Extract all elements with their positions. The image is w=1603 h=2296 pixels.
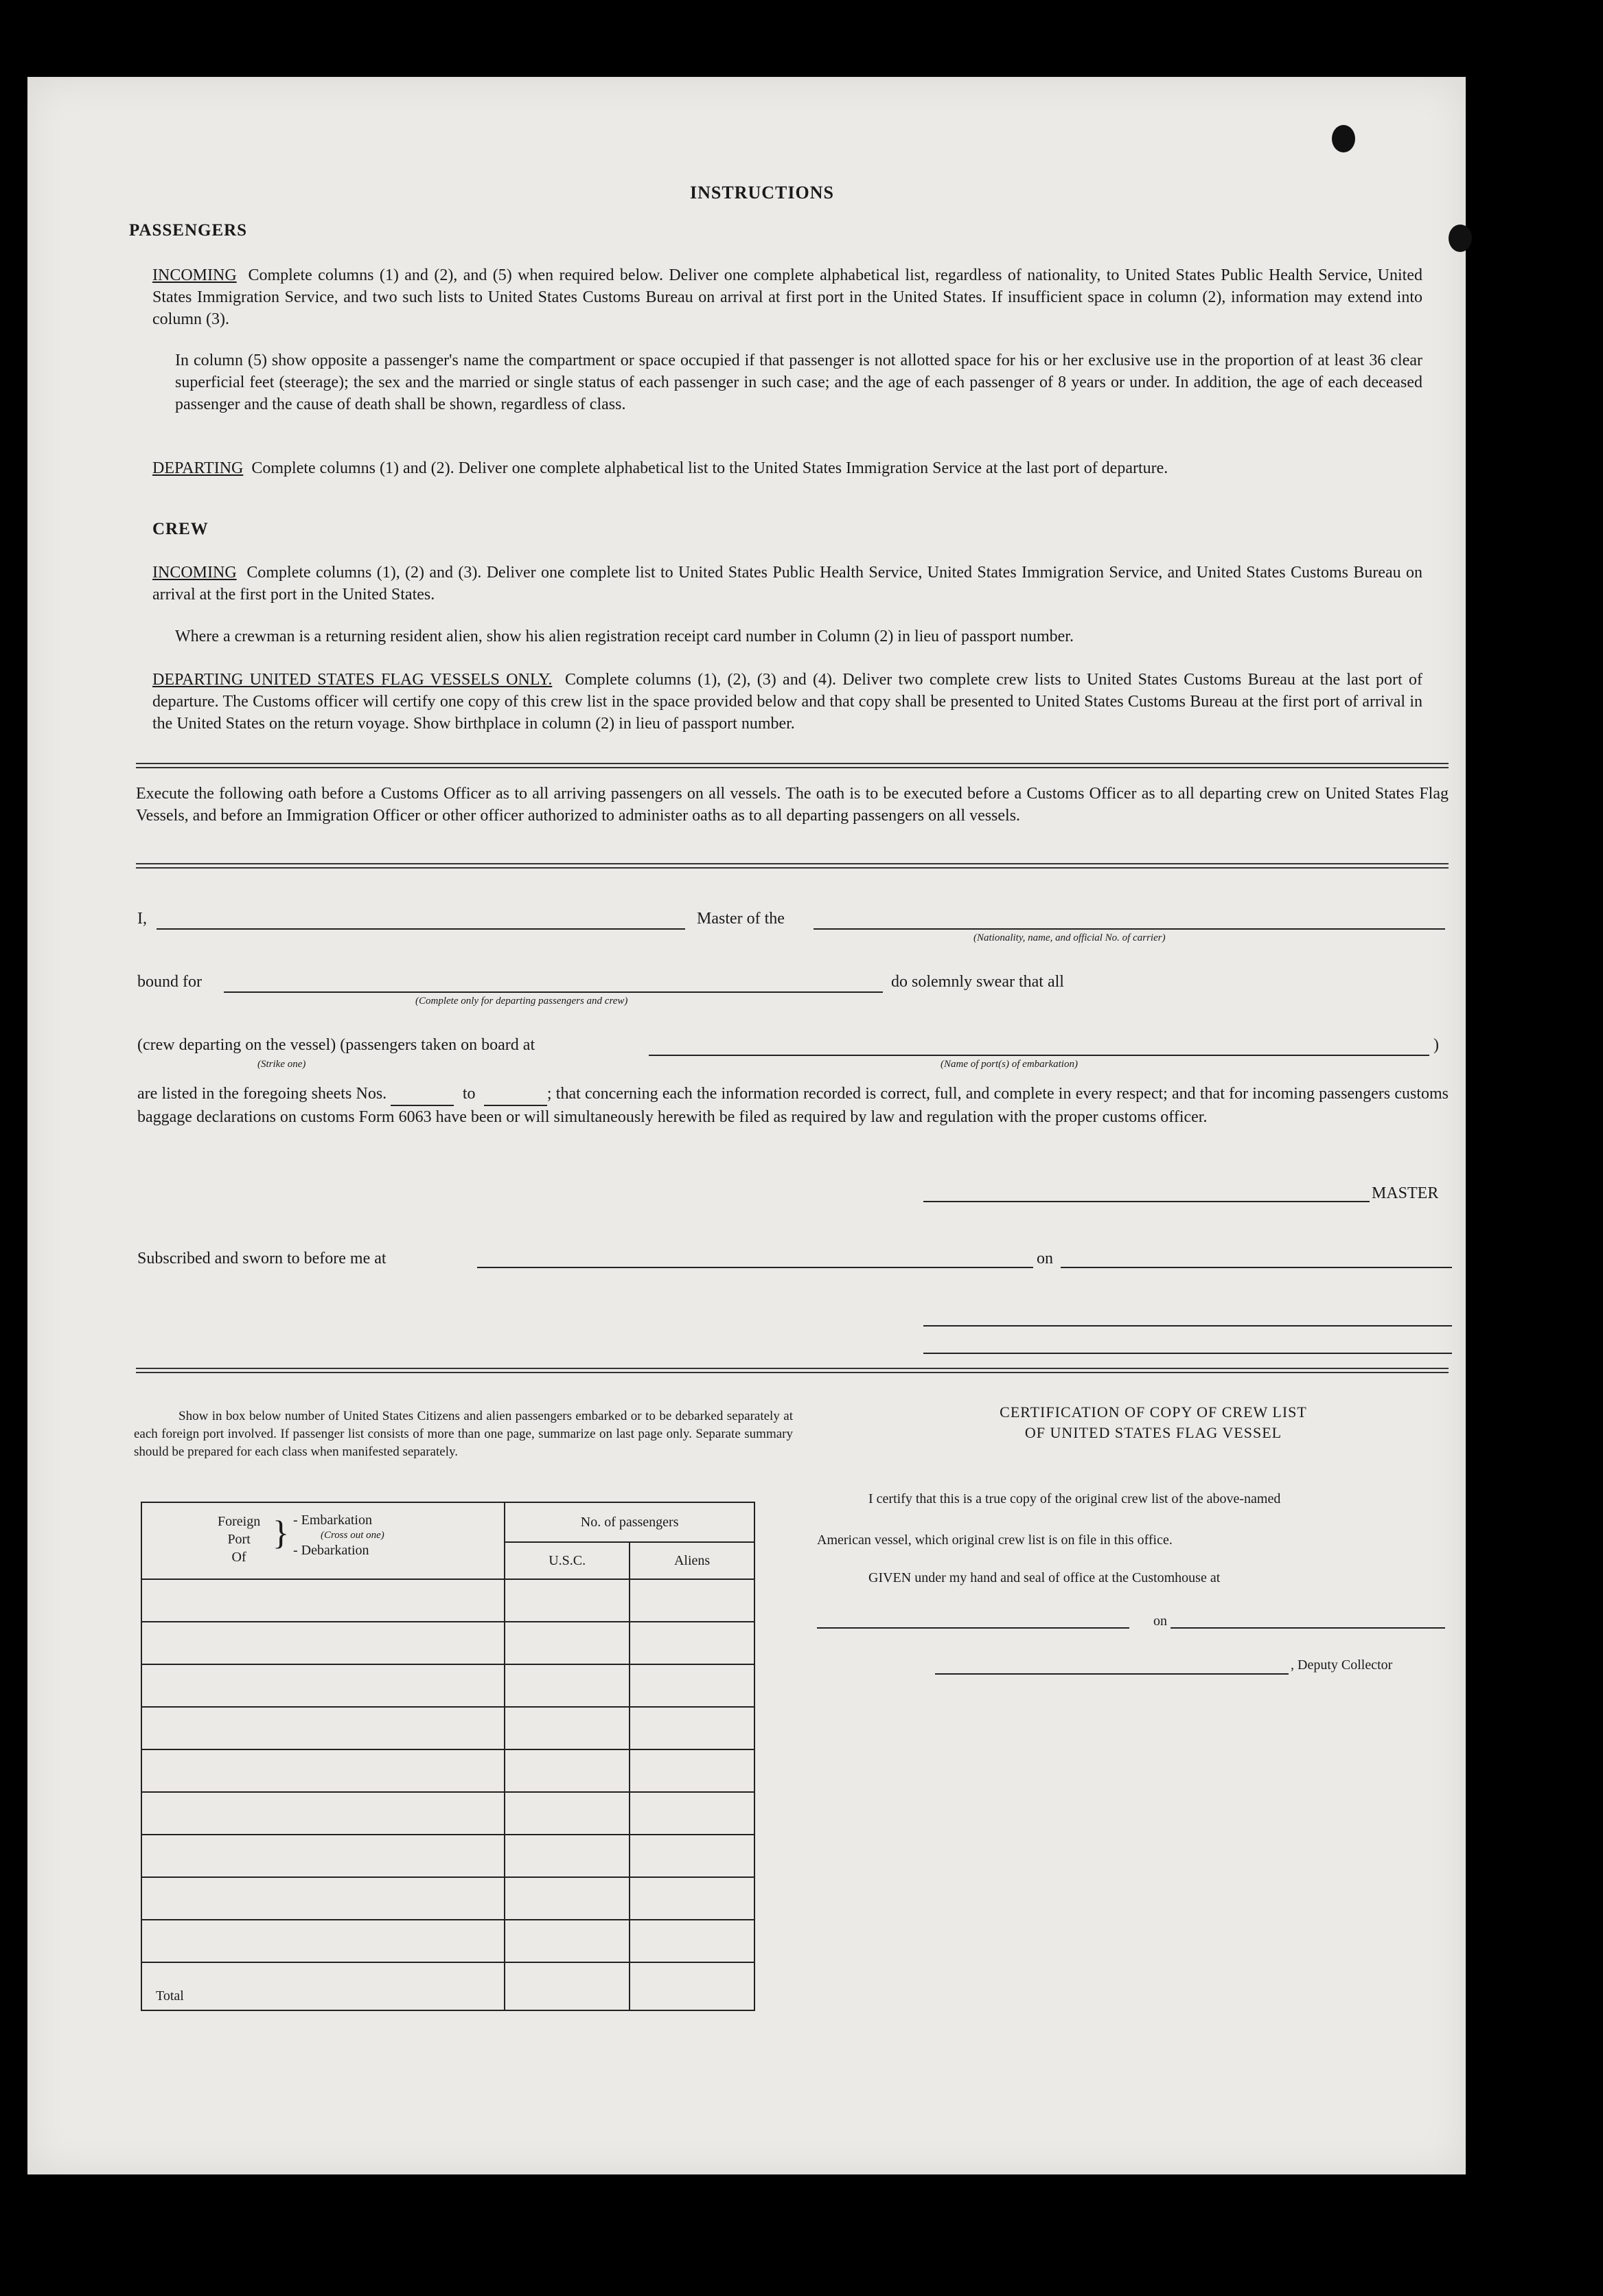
close-paren: ) <box>1433 1036 1439 1054</box>
punch-hole-right <box>1449 225 1472 252</box>
port-caption: (Name of port(s) of embarkation) <box>941 1059 1078 1070</box>
master-label: MASTER <box>1372 1184 1439 1202</box>
incoming-label: INCOMING <box>152 266 237 284</box>
embarkation-options <box>293 1513 384 1558</box>
crewman-paragraph: Where a crewman is a returning resident alien, show his alien registration receipt card number in Column (2) in lieu of passport number. <box>175 628 1074 645</box>
on-label: on <box>1037 1250 1053 1267</box>
certification-title <box>844 1402 1462 1443</box>
table-row[interactable] <box>141 1707 754 1749</box>
subscribed-label: Subscribed and sworn to before me at <box>137 1250 387 1267</box>
strike-one-caption: (Strike one) <box>257 1059 306 1070</box>
departing-flag-paragraph <box>152 669 1422 735</box>
table-row[interactable] <box>141 1664 754 1707</box>
port-embarkation-field[interactable] <box>649 1055 1429 1056</box>
usc-label: U.S.C. <box>505 1543 630 1578</box>
concerning-text: ; that concerning each the information recorded is correct, full, and complete in every respect; and that for incoming passengers customs baggage declarations on customs Form 6063 have been or will simultaneously herewith be filed as required by law and regulation with the proper customs officer. <box>137 1085 1449 1126</box>
no-of-passengers-label: No. of passengers <box>505 1503 754 1543</box>
deputy-collector-label: , Deputy Collector <box>1291 1657 1393 1673</box>
complete-only-caption: (Complete only for departing passengers and crew) <box>415 996 628 1007</box>
nationality-caption: (Nationality, name, and official No. of carrier) <box>973 932 1166 943</box>
total-row[interactable] <box>141 1962 754 2010</box>
table-row[interactable] <box>141 1920 754 1962</box>
given-text: GIVEN under my hand and seal of office at the Customhouse at <box>868 1570 1221 1585</box>
table-row[interactable] <box>141 1749 754 1792</box>
port-header-cell <box>141 1502 505 1579</box>
crew-incoming-label: INCOMING <box>152 564 237 582</box>
of-label: Of <box>231 1550 246 1565</box>
deputy-signature-field[interactable] <box>935 1673 1289 1675</box>
punch-hole-top <box>1332 125 1355 152</box>
carrier-field[interactable] <box>814 928 1445 930</box>
departing-label: DEPARTING <box>152 459 244 477</box>
bound-for-field[interactable] <box>224 991 883 993</box>
officer-signature-line-2[interactable] <box>923 1353 1452 1354</box>
crew-heading: CREW <box>152 520 209 538</box>
certification-date-field[interactable] <box>1170 1627 1445 1629</box>
sheet-from-field[interactable] <box>391 1083 454 1106</box>
divider <box>136 763 1449 768</box>
bound-for-label: bound for <box>137 973 202 991</box>
sheet-to-field[interactable] <box>484 1083 547 1106</box>
embarkation-label: - Embarkation <box>293 1513 372 1528</box>
customhouse-place-field[interactable] <box>817 1627 1129 1629</box>
incoming-text: Complete columns (1) and (2), and (5) when required below. Deliver one complete alphabetical list, regardless of nationality, to United States Public Health Service, United States Immigration Service, and two such lists to United States Customs Bureau on arrival at first port in the United States. If insufficient space in column (2), information may extend into column (3). <box>152 266 1423 328</box>
crew-incoming-text: Complete columns (1), (2) and (3). Deliver one complete list to United States Public Health Service, United States Immigration Service, and United States Customs Bureau on arrival at the first port in the United States. <box>152 564 1423 604</box>
aliens-label: Aliens <box>673 1553 711 1568</box>
oath-intro: Execute the following oath before a Customs Officer as to all arriving passengers on all vessels. The oath is to be executed before a Customs Officer as to all departing crew on United States Flag Vessels, and before an Immigration Officer or other officer authorized to administer oaths as to all departing passengers on all vessels. <box>136 785 1449 825</box>
cert-on-label: on <box>1153 1614 1167 1629</box>
passenger-summary-table <box>141 1502 755 2011</box>
passengers-header-cell <box>505 1502 754 1579</box>
port-label: Port <box>227 1532 251 1547</box>
listed-paragraph <box>137 1083 1449 1128</box>
crew-incoming-paragraph <box>152 562 1422 606</box>
column5-paragraph: In column (5) show opposite a passenger's name the compartment or space occupied if that passenger is not allotted space for his or her exclusive use in the proportion of at least 36 clear superficial feet (steerage); the sex and the married or single status of each passenger in such case; and the age of each passenger of 8 years or under. In addition, the age of each deceased passenger and the cause of death shall be shown, regardless of class. <box>175 352 1422 413</box>
foreign-port-of <box>218 1513 260 1566</box>
to-label: to <box>462 1085 476 1103</box>
table-row[interactable] <box>141 1622 754 1664</box>
swear-label: do solemnly swear that all <box>891 973 1064 991</box>
master-of-the-label: Master of the <box>697 910 785 928</box>
officer-signature-line-1[interactable] <box>923 1325 1452 1327</box>
crew-departing-label: (crew departing on the vessel) (passengers taken on board at <box>137 1036 535 1054</box>
table-row[interactable] <box>141 1877 754 1920</box>
table-row[interactable] <box>141 1835 754 1877</box>
foreign-label: Foreign <box>218 1514 261 1529</box>
passengers-heading: PASSENGERS <box>129 221 248 240</box>
american-vessel-text: American vessel, which original crew list is on file in this office. <box>817 1532 1173 1548</box>
brace-symbol: } <box>273 1513 289 1552</box>
form-page <box>27 77 1466 2174</box>
table-row[interactable] <box>141 1792 754 1835</box>
departing-flag-text: Complete columns (1), (2), (3) and (4). Deliver two complete crew lists to United States Customs Bureau at the last port of departure. The Customs officer will certify one copy of this crew list in the space provided below and that copy shall be presented to United States Customs Bureau at the first port of arrival in the United States on the return voyage. Show birthplace in column (2) in lieu of passport number. <box>152 671 1422 733</box>
divider <box>136 863 1449 869</box>
debarkation-label: - Debarkation <box>293 1543 369 1558</box>
departing-text: Complete columns (1) and (2). Deliver one complete alphabetical list to the United States Immigration Service at the last port of departure. <box>251 459 1168 477</box>
certification-title-2: OF UNITED STATES FLAG VESSEL <box>1024 1424 1282 1441</box>
cross-out-label: (Cross out one) <box>321 1530 384 1541</box>
master-name-field[interactable] <box>157 928 685 930</box>
passengers-departing-paragraph <box>152 457 1422 479</box>
instructions-title: INSTRUCTIONS <box>690 183 834 203</box>
subscribed-place-field[interactable] <box>477 1267 1033 1268</box>
listed-text: are listed in the foregoing sheets Nos. <box>137 1085 387 1103</box>
divider <box>136 1368 1449 1373</box>
certification-title-1: CERTIFICATION OF COPY OF CREW LIST <box>1000 1403 1307 1421</box>
departing-flag-label: DEPARTING UNITED STATES FLAG VESSELS ONLY. <box>152 671 553 689</box>
total-label: Total <box>141 1962 505 2010</box>
passengers-incoming-paragraph <box>152 264 1422 330</box>
subscribed-date-field[interactable] <box>1061 1267 1452 1268</box>
summary-instructions: Show in box below number of United States Citizens and alien passengers embarked or to be debarked separately at each foreign port involved. If passenger list consists of more than one page, summarize on last page only. Separate summary should be prepared for each class when manifested separately. <box>134 1409 793 1459</box>
master-signature-field[interactable] <box>923 1201 1370 1202</box>
table-row[interactable] <box>141 1579 754 1622</box>
i-label: I, <box>137 910 147 928</box>
certify-text: I certify that this is a true copy of the original crew list of the above-named <box>868 1491 1281 1506</box>
